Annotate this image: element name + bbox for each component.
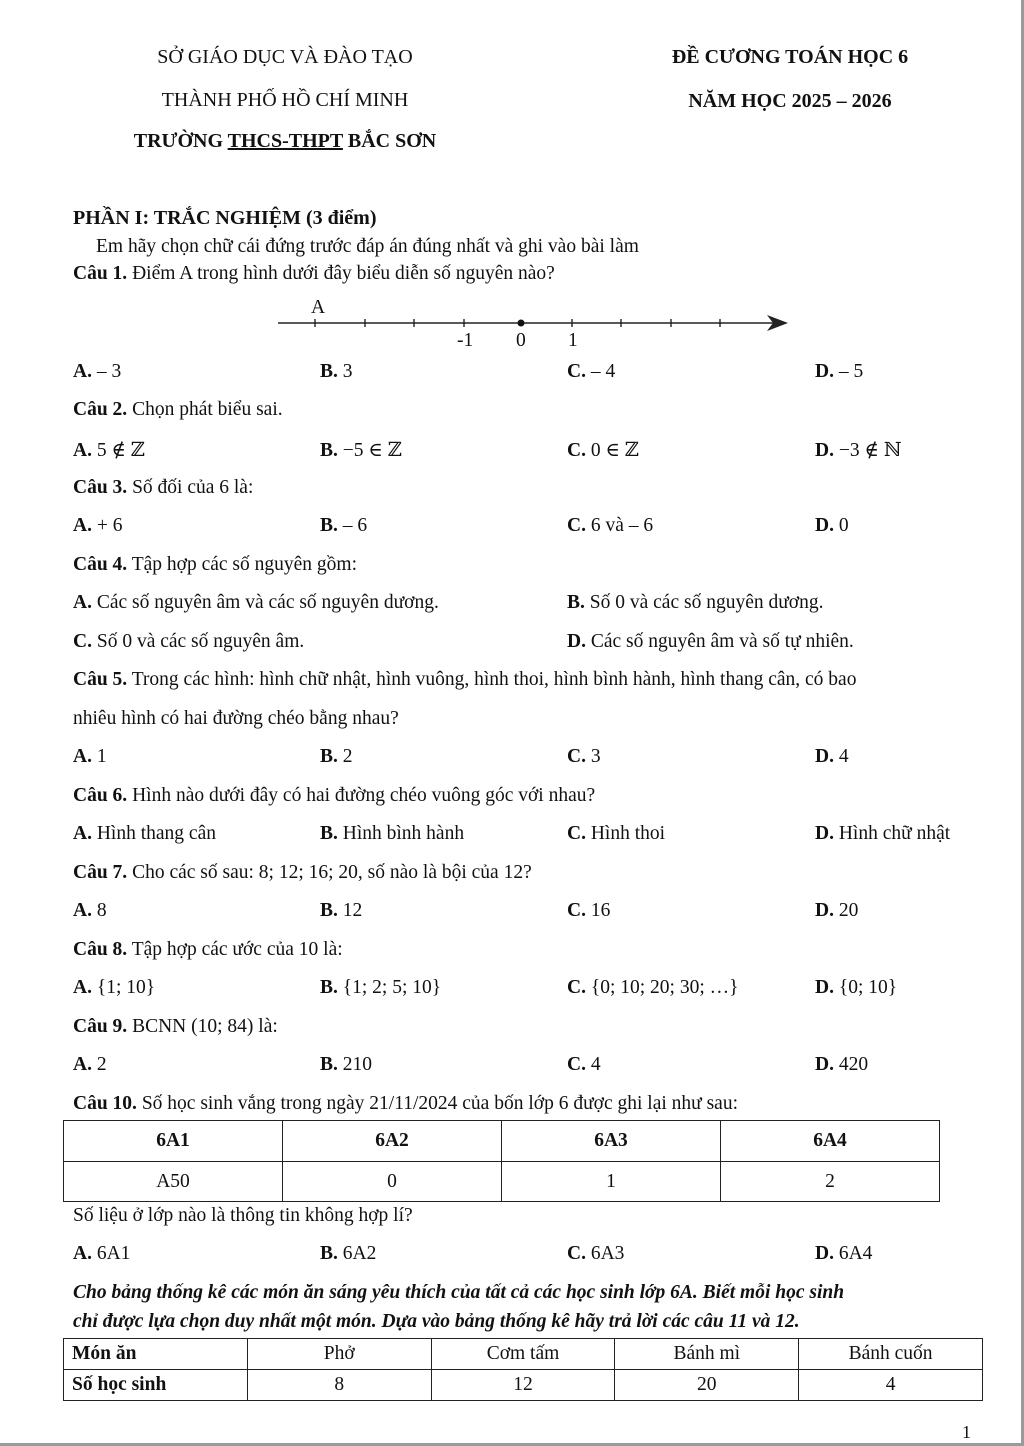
question-4: Câu 4. Tập hợp các số nguyên gồm: (73, 554, 358, 575)
q2-option-c[interactable]: C. 0 ∈ ℤ (567, 440, 640, 461)
food-name-cell: Phở (247, 1339, 431, 1370)
q2-option-a[interactable]: A. 5 ∉ ℤ (73, 440, 146, 461)
tick-label-0: 0 (516, 330, 526, 351)
absence-header-cell: 6A1 (64, 1121, 283, 1162)
question-8: Câu 8. Tập hợp các ước của 10 là: (73, 939, 343, 960)
stat-intro-line2: chỉ được lựa chọn duy nhất một món. Dựa vào bảng thống kê hãy trả lời các câu 11 và 12. (73, 1311, 800, 1332)
school-type: THCS-THPT (227, 130, 343, 152)
food-count-cell: 20 (615, 1370, 799, 1401)
header-left-line1: SỞ GIÁO DỤC VÀ ĐÀO TẠO (157, 46, 413, 68)
q8-option-d[interactable]: D. {0; 10} (815, 977, 898, 998)
q6-option-d[interactable]: D. Hình chữ nhật (815, 823, 951, 844)
school-year: NĂM HỌC 2025 – 2026 (688, 90, 892, 112)
section-instruction: Em hãy chọn chữ cái đứng trước đáp án đúng nhất và ghi vào bài làm (96, 236, 639, 257)
tick-label-minus-1: -1 (457, 330, 474, 351)
food-table (63, 1338, 983, 1401)
origin-dot (518, 320, 525, 327)
q4-option-c[interactable]: C. Số 0 và các số nguyên âm. (73, 631, 305, 652)
food-name-cell: Cơm tấm (431, 1339, 615, 1370)
q7-option-d[interactable]: D. 20 (815, 900, 859, 921)
q3-option-a[interactable]: A. + 6 (73, 515, 123, 536)
absence-header-cell: 6A4 (721, 1121, 940, 1162)
tick-label-1: 1 (568, 330, 578, 351)
q5-option-b[interactable]: B. 2 (320, 746, 353, 767)
food-table-count-row (64, 1370, 983, 1401)
absence-value-cell: A50 (64, 1162, 283, 1202)
header-left-line2: THÀNH PHỐ HỒ CHÍ MINH (161, 89, 409, 111)
q3-option-c[interactable]: C. 6 và – 6 (567, 515, 654, 536)
q6-option-b[interactable]: B. Hình bình hành (320, 823, 465, 844)
food-table-header-row (64, 1339, 983, 1370)
absence-value-cell: 0 (283, 1162, 502, 1202)
question-1: Câu 1. Điểm A trong hình dưới đây biểu diễn số nguyên nào? (73, 263, 555, 284)
absence-value-cell: 1 (502, 1162, 721, 1202)
absence-header-cell: 6A3 (502, 1121, 721, 1162)
section-title: PHẦN I: TRẮC NGHIỆM (3 điểm) (73, 207, 377, 229)
food-count-cell: 12 (431, 1370, 615, 1401)
absence-table-value-row (64, 1162, 940, 1202)
q9-option-a[interactable]: A. 2 (73, 1054, 107, 1075)
q7-option-b[interactable]: B. 12 (320, 900, 363, 921)
q8-option-b[interactable]: B. {1; 2; 5; 10} (320, 977, 442, 998)
q4-option-a[interactable]: A. Các số nguyên âm và các số nguyên dương. (73, 592, 439, 613)
q1-option-b[interactable]: B. 3 (320, 361, 353, 382)
question-2: Câu 2. Chọn phát biểu sai. (73, 399, 283, 420)
absence-table-header-row (64, 1121, 940, 1162)
food-count-cell: 4 (799, 1370, 983, 1401)
q9-option-b[interactable]: B. 210 (320, 1054, 373, 1075)
q4-option-b[interactable]: B. Số 0 và các số nguyên dương. (567, 592, 824, 613)
q2-option-d[interactable]: D. −3 ∉ ℕ (815, 440, 902, 461)
q9-option-c[interactable]: C. 4 (567, 1054, 601, 1075)
food-count-cell: 8 (247, 1370, 431, 1401)
q1-option-c[interactable]: C. – 4 (567, 361, 616, 382)
question-6: Câu 6. Hình nào dưới đây có hai đường chéo vuông góc với nhau? (73, 785, 596, 806)
question-5-line2: nhiêu hình có hai đường chéo bằng nhau? (73, 708, 399, 729)
q5-option-c[interactable]: C. 3 (567, 746, 601, 767)
question-10: Câu 10. Số học sinh vắng trong ngày 21/11/2024 của bốn lớp 6 được ghi lại như sau: (73, 1093, 738, 1114)
q4-option-d[interactable]: D. Các số nguyên âm và số tự nhiên. (567, 631, 854, 652)
q10-option-d[interactable]: D. 6A4 (815, 1243, 873, 1264)
q3-option-b[interactable]: B. – 6 (320, 515, 368, 536)
food-row-label: Món ăn (64, 1339, 248, 1370)
q1-option-a[interactable]: A. – 3 (73, 361, 122, 382)
q5-option-d[interactable]: D. 4 (815, 746, 849, 767)
absence-table (63, 1120, 940, 1202)
number-line-diagram (270, 295, 800, 355)
q6-option-a[interactable]: A. Hình thang cân (73, 823, 216, 844)
q10-option-a[interactable]: A. 6A1 (73, 1243, 131, 1264)
absence-value-cell: 2 (721, 1162, 940, 1202)
school-prefix: TRƯỜNG (133, 130, 228, 152)
stat-intro-line1: Cho bảng thống kê các món ăn sáng yêu thích của tất cả các học sinh lớp 6A. Biết mỗi học sinh (73, 1282, 845, 1303)
school-suffix: BẮC SƠN (342, 130, 437, 152)
question-9: Câu 9. BCNN (10; 84) là: (73, 1016, 278, 1037)
q7-option-c[interactable]: C. 16 (567, 900, 611, 921)
point-a-label: A (311, 297, 326, 318)
q8-option-a[interactable]: A. {1; 10} (73, 977, 156, 998)
q7-option-a[interactable]: A. 8 (73, 900, 107, 921)
q1-option-d[interactable]: D. – 5 (815, 361, 864, 382)
school-name (100, 130, 470, 153)
question-7: Câu 7. Cho các số sau: 8; 12; 16; 20, số nào là bội của 12? (73, 862, 532, 883)
page-number: 1 (962, 1422, 971, 1442)
count-row-label: Số học sinh (64, 1370, 248, 1401)
question-3: Câu 3. Số đối của 6 là: (73, 477, 254, 498)
food-name-cell: Bánh cuốn (799, 1339, 983, 1370)
q10-option-b[interactable]: B. 6A2 (320, 1243, 377, 1264)
question-5: Câu 5. Trong các hình: hình chữ nhật, hình vuông, hình thoi, hình bình hành, hình thang cân, có bao (73, 669, 857, 690)
food-name-cell: Bánh mì (615, 1339, 799, 1370)
q5-option-a[interactable]: A. 1 (73, 746, 107, 767)
question-10-followup: Số liệu ở lớp nào là thông tin không hợp lí? (73, 1205, 413, 1226)
doc-title: ĐỀ CƯƠNG TOÁN HỌC 6 (671, 46, 909, 68)
q10-option-c[interactable]: C. 6A3 (567, 1243, 625, 1264)
q2-option-b[interactable]: B. −5 ∈ ℤ (320, 440, 402, 461)
q3-option-d[interactable]: D. 0 (815, 515, 849, 536)
absence-header-cell: 6A2 (283, 1121, 502, 1162)
q8-option-c[interactable]: C. {0; 10; 20; 30; …} (567, 977, 739, 998)
q9-option-d[interactable]: D. 420 (815, 1054, 869, 1075)
q6-option-c[interactable]: C. Hình thoi (567, 823, 666, 844)
